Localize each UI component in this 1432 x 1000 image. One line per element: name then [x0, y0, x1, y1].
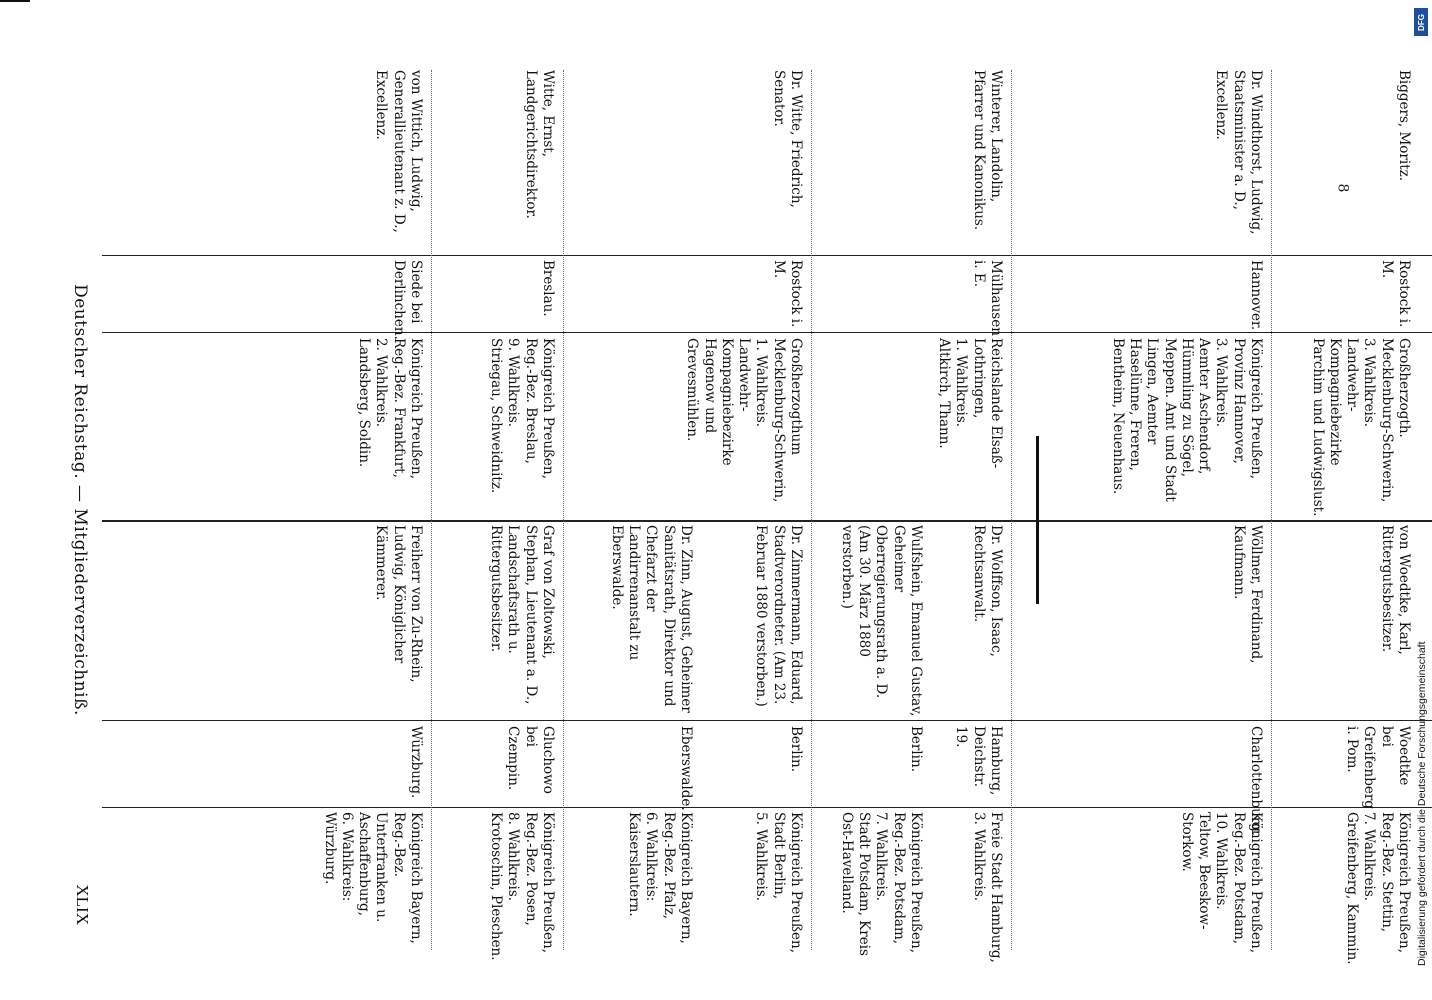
member-home: Eberswalde.: [678, 726, 694, 811]
row-divider: [563, 70, 564, 950]
member-name: Wulfshein, Emanuel Gustav, Geheimer Oberregierungsrath a. D. (Am 30. März 1880 verstorben.): [838, 525, 924, 717]
row-divider: [1011, 70, 1012, 950]
page-title: Deutscher Reichstag. — Mitgliederverzeichniß.: [70, 284, 90, 716]
member-home: Mülhausen i. E.: [970, 260, 1004, 336]
member-name: Dr. Witte, Friedrich, Senator.: [770, 70, 804, 208]
page-number: XLIX: [73, 884, 92, 925]
member-constituency: Großherzogth. Mecklenburg-Schwerin, 3. Wahlkreis. Landwehr-Kompagniebezirke Parchim und Ludwigslust.: [1309, 338, 1412, 517]
member-home: Rostock i. M.: [1378, 260, 1412, 328]
member-constituency: Königreich Preußen, Stadt Berlin, 5. Wahlkreis.: [753, 812, 804, 954]
column-rule: [102, 520, 1432, 522]
member-home: Charlottenburg.: [1248, 726, 1264, 837]
member-constituency: Königreich Preußen, Reg.-Bez. Potsdam, 10. Wahlkreis. Teltow, Beeskow-Storkow.: [1178, 812, 1264, 954]
member-name: Dr. Zinn, August, Geheimer Sanitätsrath, Direktor und Chefarzt der Landirrenanstalt zu Eberswalde.: [608, 525, 694, 713]
member-constituency: Reichslande Elsaß-Lothringen, 1. Wahlkreis. Altkirch, Thann.: [936, 338, 1004, 469]
member-constituency: Königreich Preußen, Reg.-Bez. Breslau, 9. Wahlkreis. Striegau, Schweidnitz.: [488, 338, 556, 494]
member-home: Woedtke bei Greifenberg i. Pom.: [1344, 726, 1412, 809]
member-constituency: Königreich Preußen, Reg.-Bez. Stettin, 7. Wahlkreis. Greifenberg, Kammin.: [1344, 812, 1412, 965]
member-home: Rostock i. M.: [770, 260, 804, 328]
member-constituency: Großherzogthum Mecklenburg-Schwerin, 1. Wahlkreis. Landwehr-Kompagniebezirke Hagenow und Grevesmühlen.: [684, 338, 804, 503]
digitization-credit: [1412, 0, 1426, 1000]
member-home: Breslau.: [540, 260, 556, 317]
member-constituency: Königreich Preußen, Reg.-Bez. Frankfurt, 2. Wahlkreis. Landsberg, Soldin.: [356, 338, 424, 480]
member-home: Hamburg, Deichstr. 19.: [953, 726, 1004, 796]
member-name: Winterer, Landolin, Pfarrer und Kanonikus.: [970, 70, 1004, 231]
member-name: Graf von Zoltowski, Stephan, Lieutenant a. D., Landschaftsrath u. Rittergutsbesitzer.: [488, 525, 556, 705]
digitization-credit-text: Digitalisierung gefördert durch die Deutsche Forschungsgemeinschaft: [1416, 641, 1428, 966]
member-home: Berlin.: [788, 726, 804, 772]
member-home: Gluchowo bei Czempin.: [505, 726, 556, 794]
row-divider: [431, 70, 432, 950]
member-constituency: Königreich Preußen, Reg.-Bez. Potsdam, 7. Wahlkreis. Stadt Potsdam, Kreis Ost-Havelland.: [838, 812, 924, 956]
column-rule: [102, 807, 1432, 808]
signature-mark: 8: [1334, 183, 1351, 193]
row-divider: [811, 70, 812, 950]
member-constituency: Königreich Bayern, Reg.-Bez. Unterfranken u. Aschaffenburg, 6. Wahlkreis: Würzburg.: [321, 812, 424, 944]
member-constituency: Königreich Preußen, Provinz Hannover, 3. Wahlkreis. Aemter Aschendorf, Hümmling zu Sögel, Meppen. Amt und Stadt Lingen, Aemter Haselünne, Freren, Bentheim, Neuenhaus.: [1109, 338, 1264, 502]
column-rule: [102, 255, 1432, 256]
member-name: Dr. Zimmermann, Eduard, Stadtverordneter. (Am 23. Februar 1880 verstorben.): [753, 525, 804, 707]
member-name: Biggers, Moritz.: [1396, 70, 1412, 182]
member-home: Siede bei Derlinchen.: [390, 260, 424, 340]
member-name: von Woedtke, Karl, Rittergutsbesitzer.: [1378, 525, 1412, 655]
member-home: Würzburg.: [408, 726, 424, 799]
member-home: Hannover.: [1248, 260, 1264, 331]
member-name: Dr. Wolffson, Isaac, Rechtsanwalt.: [970, 525, 1004, 657]
column-rule: [102, 332, 1432, 333]
column-rule: [102, 720, 1432, 721]
member-home: Berlin.: [908, 726, 924, 772]
scan-margin-line: [1036, 436, 1039, 604]
row-divider: [1271, 70, 1272, 950]
member-name: Witte, Ernst, Landgerichtsdirektor.: [522, 70, 556, 219]
member-name: von Wittich, Ludwig, Generallieutenant z. D., Excellenz.: [373, 70, 424, 233]
member-constituency: Königreich Bayern, Reg.-Bez. Pfalz, 6. Wahlkreis: Kaiserslautern.: [626, 812, 694, 944]
member-table: [102, 70, 1432, 965]
member-name: Dr. Windthorst, Ludwig, Staatsminister a. D., Excellenz.: [1213, 70, 1264, 235]
member-name: Freiherr von Zu-Rhein, Ludwig, Königlicher Kämmerer.: [373, 525, 424, 683]
dfg-logo-text: DFG: [1416, 13, 1426, 31]
member-name: Wöllmer, Ferdinand, Kaufmann.: [1230, 525, 1264, 664]
member-constituency: Königreich Preußen, Reg.-Bez. Posen, 8. Wahlkreis. Krotoschin, Pleschen.: [488, 812, 556, 961]
member-constituency: Freie Stadt Hamburg, 3. Wahlkreis.: [970, 812, 1004, 963]
